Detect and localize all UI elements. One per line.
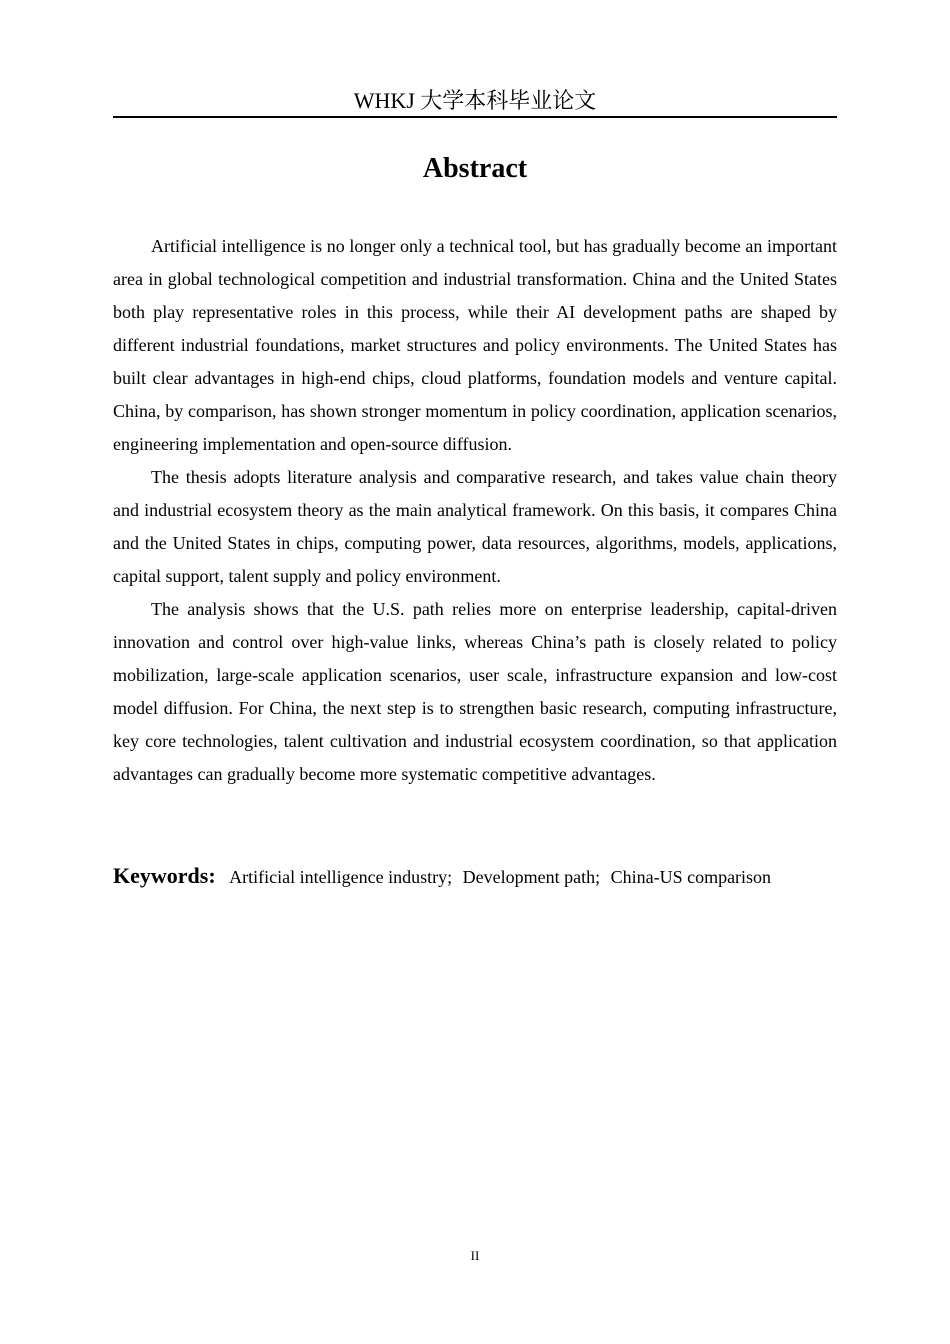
abstract-paragraph: The thesis adopts literature analysis and comparative research, and takes value chain theory and industrial ecosystem theory as the main analytical framework. On this basis, it compares China and the United States in chips, computing power, data resources, algorithms, models, applications, capital support, talent supply and policy environment. (113, 467, 837, 586)
running-header: WHKJ 大学本科毕业论文 (353, 88, 597, 113)
page-number: II (470, 1248, 480, 1263)
header-rule (113, 116, 837, 118)
abstract-paragraph: The analysis shows that the U.S. path relies more on enterprise leadership, capital-driven innovation and control over high-value links, whereas China’s path is closely related to policy mobilization, large-scale application scenarios, user scale, infrastructure expansion and low-cost model diffusion. For China, the next step is to strengthen basic research, computing infrastructure, key core technologies, talent cultivation and industrial ecosystem coordination, so that application advantages can gradually become more systematic competitive advantages. (113, 599, 837, 784)
keyword-item: China-US comparison (610, 867, 772, 887)
keywords-label: Keywords: (113, 863, 216, 888)
keyword-item: Artificial intelligence industry; (229, 867, 453, 887)
abstract-title: Abstract (422, 153, 528, 184)
keyword-item: Development path; (462, 867, 601, 887)
keywords-line (113, 859, 837, 894)
abstract-paragraph: Artificial intelligence is no longer only a technical tool, but has gradually become an important area in global technological competition and industrial transformation. China and the United States both play representative roles in this process, while their AI development paths are shaped by different industrial foundations, market structures and policy environments. The United States has built clear advantages in high-end chips, cloud platforms, foundation models and venture capital. China, by comparison, has shown stronger momentum in policy coordination, application scenarios, engineering implementation and open-source diffusion. (113, 236, 837, 454)
abstract-body (113, 230, 837, 791)
